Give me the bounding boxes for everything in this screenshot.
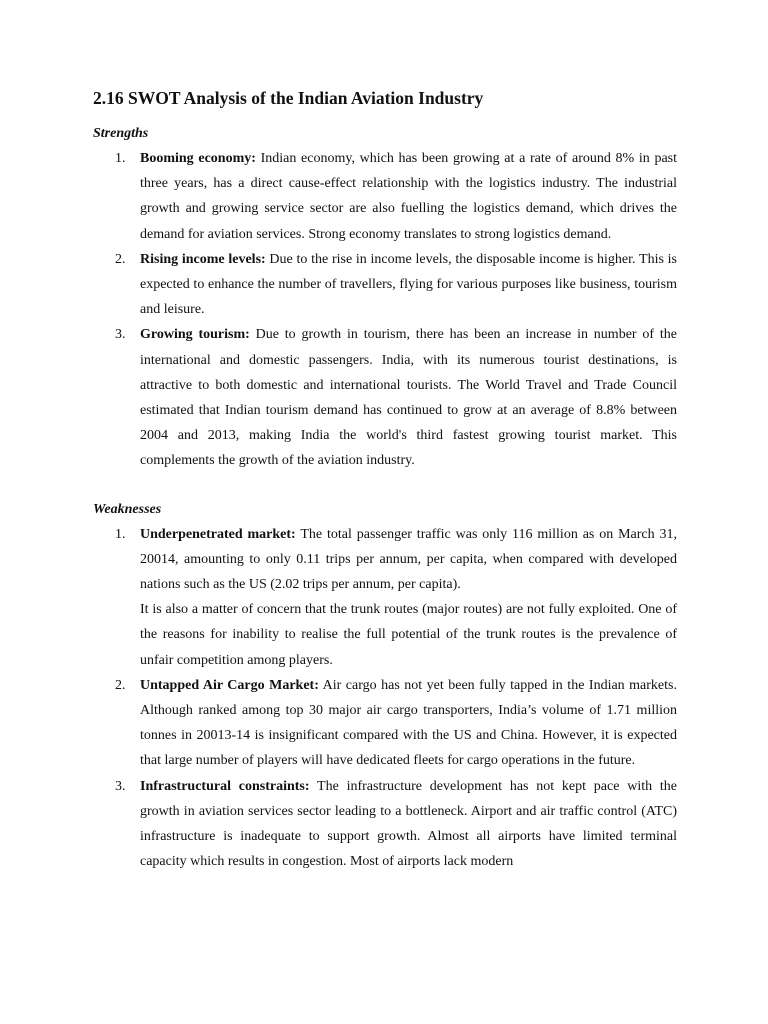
list-term: Rising income levels: — [140, 251, 266, 267]
list-continuation-paragraph: It is also a matter of concern that the trunk routes (major routes) are not fully exploited. One of the reasons for inability to realise the full potential of the trunk routes is the prevalence of unfair competition among players. — [140, 602, 677, 668]
list-number: 3. — [115, 778, 126, 794]
list-text: Air cargo has not yet been fully tapped in the Indian markets. Although ranked among top 30 major air cargo transporters, India’s volume of 1.71 million tonnes in 20013-14 is insignificant compared with the US and China. However, it is expected that large number of players will have dedicated fleets for cargo operations in the future. — [140, 677, 677, 769]
list-item — [93, 774, 677, 875]
document-body — [93, 86, 677, 874]
list-term: Growing tourism: — [140, 327, 250, 343]
list-text: Due to the rise in income levels, the disposable income is higher. This is expected to enhance the number of travellers, flying for various purposes like business, tourism and leisure. — [140, 251, 677, 318]
list-number: 1. — [115, 151, 126, 166]
list-number: 2. — [115, 677, 126, 693]
list-item — [93, 322, 677, 473]
list-number: 2. — [115, 251, 126, 267]
list-number: 1. — [115, 526, 126, 542]
list-item — [93, 146, 677, 247]
document-title: 2.16 SWOT Analysis of the Indian Aviation Industry — [93, 88, 484, 108]
list-number: 3. — [115, 327, 126, 343]
list-term: Underpenetrated market: — [140, 526, 296, 542]
list-item — [93, 522, 677, 673]
list-item — [93, 247, 677, 323]
list-term: Booming economy: — [140, 151, 256, 166]
strengths-list — [93, 146, 677, 474]
section-strengths — [93, 124, 677, 474]
section-heading-strengths: Strengths — [93, 126, 149, 141]
section-weaknesses — [93, 500, 677, 875]
list-text: Indian economy, which has been growing at a rate of around 8% in past three years, has a direct cause-effect relationship with the logistics industry. The industrial growth and growing service sector are also fuelling the logistics demand, which drives the demand for aviation services. Strong economy translates to strong logistics demand. — [140, 151, 678, 242]
list-term: Infrastructural constraints: — [140, 778, 310, 794]
weaknesses-list — [93, 522, 677, 875]
list-term: Untapped Air Cargo Market: — [140, 677, 319, 693]
list-text: The infrastructure development has not kept pace with the growth in aviation services sector leading to a bottleneck. Airport and air traffic control (ATC) infrastructure is inadequate to support growth. Almost all airports have limited terminal capacity which results in congestion. Most of airports lack modern — [140, 778, 677, 870]
list-text: Due to growth in tourism, there has been an increase in number of the international and domestic passengers. India, with its numerous tourist destinations, is attractive to both domestic and international tourists. The World Travel and Trade Council estimated that Indian tourism demand has continued to grow at an average of 8.8% between 2004 and 2013, making India the world's third fastest growing tourist market. This complements the growth of the aviation industry. — [140, 327, 677, 469]
section-heading-weaknesses: Weaknesses — [93, 501, 162, 517]
list-item — [93, 673, 677, 774]
list-text: The total passenger traffic was only 116 million as on March 31, 20014, amounting to only 0.11 trips per annum, per capita, when compared with developed nations such as the US (2.02 trips per annum, per capita). — [140, 526, 678, 593]
